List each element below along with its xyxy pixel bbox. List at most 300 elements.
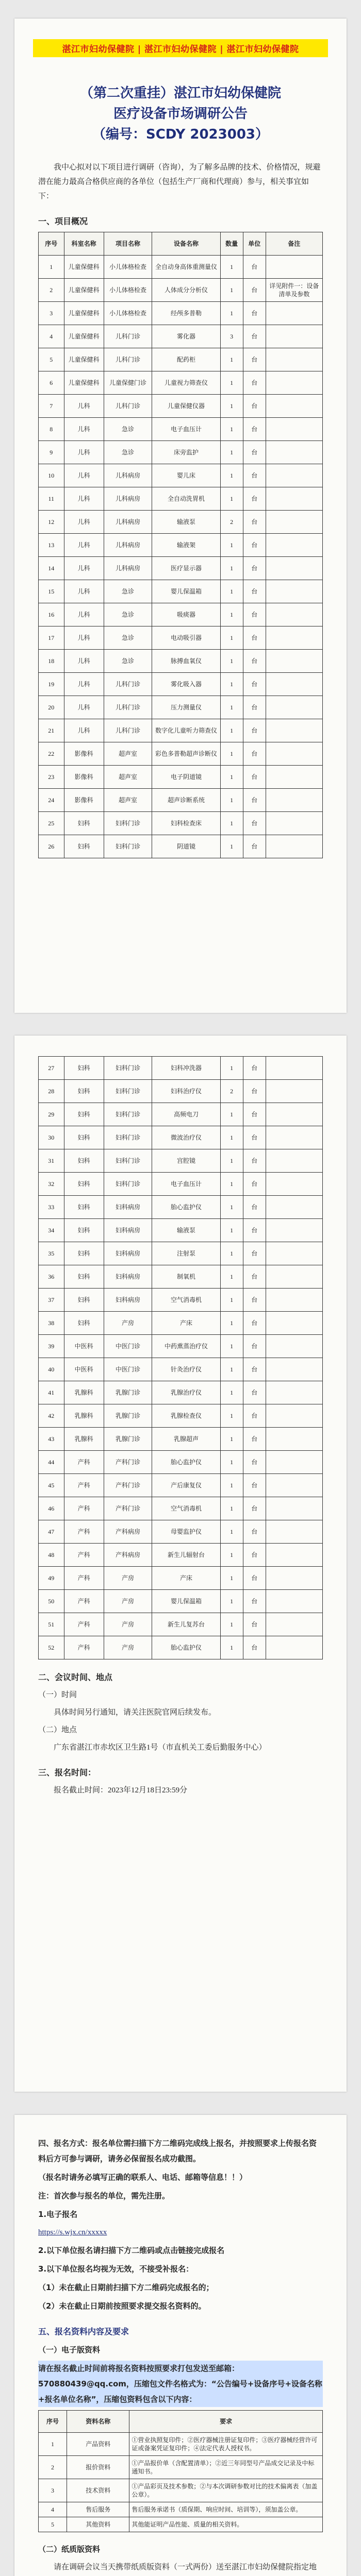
table-cell: 1 bbox=[220, 395, 243, 418]
table-cell: 电子阴道镜 bbox=[152, 766, 220, 789]
section-5-title: 五、报名资料内容及要求 bbox=[38, 2327, 129, 2336]
table-cell: 34 bbox=[39, 1219, 64, 1242]
table-cell: 空气消毒机 bbox=[152, 1289, 220, 1312]
table-cell: 中医科 bbox=[64, 1335, 104, 1358]
table-cell bbox=[266, 626, 322, 650]
table-cell: 台 bbox=[243, 1428, 266, 1451]
table-cell: 妇科 bbox=[64, 835, 104, 858]
table-cell: 妇科病房 bbox=[104, 1219, 152, 1242]
table-cell: 妇科 bbox=[64, 1219, 104, 1242]
table-cell: 3 bbox=[39, 302, 64, 325]
table-cell bbox=[266, 418, 322, 441]
table-cell: 24 bbox=[39, 789, 64, 812]
col-header: 要求 bbox=[129, 2411, 323, 2433]
table-cell: ①产品彩页及技术参数；②与本次调研参数对比的技术偏离表（加盖公章）。 bbox=[129, 2479, 323, 2502]
table-cell: 其他能证明产品性能、质量的相关资料。 bbox=[129, 2517, 323, 2532]
table-cell: 4 bbox=[39, 325, 64, 348]
table-cell bbox=[266, 812, 322, 835]
table-cell: 儿科门诊 bbox=[104, 719, 152, 742]
table-cell bbox=[266, 1242, 322, 1265]
table-cell: 1 bbox=[220, 1126, 243, 1149]
table-cell: ①产品报价单（含配置清单）；②近三年同型号产品成交记录及中标通知书。 bbox=[129, 2456, 323, 2479]
table-cell: 新生儿复苏台 bbox=[152, 1613, 220, 1636]
table-cell: 台 bbox=[243, 557, 266, 580]
table-cell: 23 bbox=[39, 766, 64, 789]
table-cell: 台 bbox=[243, 325, 266, 348]
table-cell: 42 bbox=[39, 1404, 64, 1428]
table-cell: 台 bbox=[243, 580, 266, 603]
table-cell: 床旁监护 bbox=[152, 441, 220, 464]
table-cell: 产房 bbox=[104, 1613, 152, 1636]
table-cell: 1 bbox=[220, 1103, 243, 1126]
table-cell bbox=[266, 256, 322, 279]
table-cell: 电子血压计 bbox=[152, 418, 220, 441]
table-cell: 儿科 bbox=[64, 580, 104, 603]
table-cell: 妇科 bbox=[64, 1173, 104, 1196]
table-cell bbox=[266, 673, 322, 696]
title-line-2: 医疗设备市场调研公告 bbox=[113, 106, 248, 122]
table-cell: 超声室 bbox=[104, 742, 152, 766]
table-row bbox=[39, 1126, 323, 1149]
table-cell: 妇科治疗仪 bbox=[152, 1080, 220, 1103]
table-cell: 儿科病房 bbox=[104, 487, 152, 511]
table-cell: 7 bbox=[39, 395, 64, 418]
table-cell: 3 bbox=[220, 325, 243, 348]
table-cell: 1 bbox=[220, 557, 243, 580]
col-header: 数量 bbox=[220, 232, 243, 256]
table-cell: 产科 bbox=[64, 1636, 104, 1659]
table-cell: 台 bbox=[243, 348, 266, 371]
table-cell: 超声室 bbox=[104, 789, 152, 812]
table-cell: 妇科 bbox=[64, 1312, 104, 1335]
table-cell: 全自动身高体重测量仪 bbox=[152, 256, 220, 279]
table-cell: 胎心监护仪 bbox=[152, 1636, 220, 1659]
section-4-bold: 注：首次参与报名的单位，需先注册。 bbox=[38, 2191, 170, 2200]
table-header-row bbox=[39, 2411, 323, 2433]
table-cell: 乳腺门诊 bbox=[104, 1381, 152, 1404]
table-cell: 1 bbox=[220, 696, 243, 719]
table-row bbox=[39, 1358, 323, 1381]
table-cell: 1 bbox=[220, 1544, 243, 1567]
table-row bbox=[39, 2456, 323, 2479]
table-cell: 1 bbox=[220, 1613, 243, 1636]
table-cell: 1 bbox=[220, 1219, 243, 1242]
table-cell: 台 bbox=[243, 1242, 266, 1265]
section-1-title: 一、项目概况 bbox=[38, 217, 88, 226]
section-4-title: 四、报名方式：报名单位需扫描下方二维码完成线上报名，并按照要求上传报名资料后方可参与调研，请务必保留报名成功截图。 bbox=[38, 2139, 317, 2163]
table-cell: 妇科检查床 bbox=[152, 812, 220, 835]
table-row bbox=[39, 1219, 323, 1242]
table-row bbox=[39, 1242, 323, 1265]
table-cell: 26 bbox=[39, 835, 64, 858]
table-cell: 儿科病房 bbox=[104, 557, 152, 580]
table-row bbox=[39, 441, 323, 464]
table-cell bbox=[266, 1613, 322, 1636]
table-cell: 乳腺门诊 bbox=[104, 1428, 152, 1451]
table-cell: 44 bbox=[39, 1451, 64, 1474]
table-cell: 产科 bbox=[64, 1544, 104, 1567]
col-header: 备注 bbox=[266, 232, 322, 256]
table-cell: 雾化器 bbox=[152, 325, 220, 348]
table-cell: 1 bbox=[220, 1057, 243, 1080]
table-cell: 胎心监护仪 bbox=[152, 1451, 220, 1474]
table-cell: 妇科 bbox=[64, 1196, 104, 1219]
table-cell: 1 bbox=[220, 1312, 243, 1335]
table-row bbox=[39, 348, 323, 371]
table-cell: 台 bbox=[243, 1265, 266, 1289]
table-cell: 2 bbox=[220, 511, 243, 534]
table-cell: 40 bbox=[39, 1358, 64, 1381]
table-cell: 儿童保健科 bbox=[64, 325, 104, 348]
table-cell: 医疗显示器 bbox=[152, 557, 220, 580]
table-cell: 1 bbox=[220, 1590, 243, 1613]
table-cell: 售后服务 bbox=[67, 2502, 129, 2517]
electronic-materials-heading: （一）电子版资料 bbox=[38, 2345, 101, 2354]
table-cell: 台 bbox=[243, 464, 266, 487]
table-cell bbox=[266, 557, 322, 580]
table-cell: 妇科门诊 bbox=[104, 812, 152, 835]
table-cell: 台 bbox=[243, 1057, 266, 1080]
table-cell bbox=[266, 487, 322, 511]
table-cell: 妇科 bbox=[64, 1149, 104, 1173]
table-cell bbox=[266, 1149, 322, 1173]
invalid-heading: 3.以下单位报名均视为无效，不接受补报名： bbox=[38, 2264, 194, 2274]
table-cell bbox=[266, 1428, 322, 1451]
table-row bbox=[39, 766, 323, 789]
table-cell: 台 bbox=[243, 395, 266, 418]
table-cell: 宫腔镜 bbox=[152, 1149, 220, 1173]
table-row bbox=[39, 371, 323, 395]
table-row bbox=[39, 395, 323, 418]
table-cell: 13 bbox=[39, 534, 64, 557]
table-cell: 1 bbox=[220, 1196, 243, 1219]
table-cell: 新生儿辐射台 bbox=[152, 1544, 220, 1567]
table-cell bbox=[266, 1173, 322, 1196]
table-cell: 49 bbox=[39, 1567, 64, 1590]
table-cell: 1 bbox=[220, 279, 243, 302]
table-cell: 婴儿保温箱 bbox=[152, 1590, 220, 1613]
table-cell: 台 bbox=[243, 696, 266, 719]
table-cell: 中药熏蒸治疗仪 bbox=[152, 1335, 220, 1358]
table-cell: 台 bbox=[243, 302, 266, 325]
table-row bbox=[39, 812, 323, 835]
table-row bbox=[39, 1289, 323, 1312]
table-cell: 妇科 bbox=[64, 1242, 104, 1265]
table-row bbox=[39, 1265, 323, 1289]
table-cell bbox=[266, 742, 322, 766]
table-cell bbox=[266, 696, 322, 719]
table-cell: 台 bbox=[243, 418, 266, 441]
table-cell: 妇科 bbox=[64, 1057, 104, 1080]
location-text: 广东省湛江市赤坎区卫生路1号（市直机关工委后勤服务中心） bbox=[54, 1743, 267, 1752]
table-cell: 儿科病房 bbox=[104, 511, 152, 534]
table-cell: 5 bbox=[39, 348, 64, 371]
table-cell: 胎心监护仪 bbox=[152, 1196, 220, 1219]
table-cell: 1 bbox=[220, 1335, 243, 1358]
table-cell: 1 bbox=[220, 348, 243, 371]
table-cell: 16 bbox=[39, 603, 64, 626]
table-cell: 9 bbox=[39, 441, 64, 464]
table-cell: 31 bbox=[39, 1149, 64, 1173]
col-header: 序号 bbox=[39, 2411, 67, 2433]
table-cell: 台 bbox=[243, 1474, 266, 1497]
table-cell: 儿科 bbox=[64, 418, 104, 441]
table-cell: 1 bbox=[220, 1520, 243, 1544]
section-2-title: 二、会议时间、地点 bbox=[38, 1673, 113, 1682]
table-cell bbox=[266, 1544, 322, 1567]
table-cell: 儿科门诊 bbox=[104, 325, 152, 348]
table-cell: 电动吸引器 bbox=[152, 626, 220, 650]
table-cell: 产科 bbox=[64, 1590, 104, 1613]
table-cell: 妇科 bbox=[64, 1265, 104, 1289]
table-cell: 急诊 bbox=[104, 441, 152, 464]
table-cell: 1 bbox=[220, 1381, 243, 1404]
table-cell: 儿科 bbox=[64, 696, 104, 719]
table-row bbox=[39, 557, 323, 580]
table-cell: 1 bbox=[220, 789, 243, 812]
table-cell: 1 bbox=[220, 1149, 243, 1173]
table-cell: 雾化吸入器 bbox=[152, 673, 220, 696]
document-page-3 bbox=[14, 2115, 347, 2576]
table-cell: 乳腺超声 bbox=[152, 1428, 220, 1451]
table-cell: 20 bbox=[39, 696, 64, 719]
table-cell: 儿科 bbox=[64, 673, 104, 696]
table-cell: 妇科门诊 bbox=[104, 1173, 152, 1196]
section-3-title: 三、报名时间： bbox=[38, 1769, 96, 1777]
table-cell bbox=[266, 1636, 322, 1659]
table-row bbox=[39, 534, 323, 557]
table-cell bbox=[266, 1567, 322, 1590]
table-header-row bbox=[39, 232, 323, 256]
table-cell: 台 bbox=[243, 279, 266, 302]
paper-materials-heading: （二）纸质版资料 bbox=[38, 2545, 101, 2554]
table-cell: 输液架 bbox=[152, 534, 220, 557]
table-cell: 儿科 bbox=[64, 464, 104, 487]
table-cell: 50 bbox=[39, 1590, 64, 1613]
table-cell: 脉搏血氧仪 bbox=[152, 650, 220, 673]
table-cell: 1 bbox=[220, 1289, 243, 1312]
table-cell: 1 bbox=[220, 418, 243, 441]
table-row bbox=[39, 464, 323, 487]
table-cell: 小儿体格检查 bbox=[104, 302, 152, 325]
table-cell: 急诊 bbox=[104, 580, 152, 603]
table-cell: 台 bbox=[243, 673, 266, 696]
table-cell: 产科门诊 bbox=[104, 1474, 152, 1497]
table-row bbox=[39, 2433, 323, 2456]
table-cell: 儿科病房 bbox=[104, 464, 152, 487]
table-cell: 5 bbox=[39, 2517, 67, 2532]
table-cell: 台 bbox=[243, 1173, 266, 1196]
table-cell: 台 bbox=[243, 742, 266, 766]
table-cell bbox=[266, 348, 322, 371]
project-table-continued bbox=[38, 1056, 323, 1659]
table-cell: 1 bbox=[220, 441, 243, 464]
title-line-1: （第二次重挂）湛江市妇幼保健院 bbox=[79, 86, 281, 101]
table-row bbox=[39, 650, 323, 673]
table-cell: 43 bbox=[39, 1428, 64, 1451]
table-cell: 产科 bbox=[64, 1451, 104, 1474]
table-cell bbox=[266, 1265, 322, 1289]
table-cell: 1 bbox=[220, 1428, 243, 1451]
table-cell: 儿童保健门诊 bbox=[104, 371, 152, 395]
table-cell: 儿科病房 bbox=[104, 534, 152, 557]
table-cell: 吸痰器 bbox=[152, 603, 220, 626]
location-heading: （二）地点 bbox=[38, 1726, 77, 1734]
table-cell: 产科 bbox=[64, 1497, 104, 1520]
table-cell: 儿科门诊 bbox=[104, 673, 152, 696]
table-cell: 儿科 bbox=[64, 395, 104, 418]
table-cell: 乳腺科 bbox=[64, 1381, 104, 1404]
table-cell: 乳腺治疗仪 bbox=[152, 1381, 220, 1404]
table-cell: 1 bbox=[220, 835, 243, 858]
table-cell: 儿科门诊 bbox=[104, 395, 152, 418]
table-cell: 儿科 bbox=[64, 650, 104, 673]
table-cell: 妇科 bbox=[64, 812, 104, 835]
table-cell: 报价资料 bbox=[67, 2456, 129, 2479]
table-cell bbox=[266, 464, 322, 487]
table-cell: 台 bbox=[243, 1590, 266, 1613]
table-row bbox=[39, 2502, 323, 2517]
table-row bbox=[39, 511, 323, 534]
table-cell: 产科病房 bbox=[104, 1520, 152, 1544]
table-cell bbox=[266, 1103, 322, 1126]
table-row bbox=[39, 696, 323, 719]
table-row bbox=[39, 673, 323, 696]
table-cell bbox=[266, 1289, 322, 1312]
col-header: 资料名称 bbox=[67, 2411, 129, 2433]
table-row bbox=[39, 1520, 323, 1544]
table-cell bbox=[266, 534, 322, 557]
table-row bbox=[39, 418, 323, 441]
table-cell: 17 bbox=[39, 626, 64, 650]
table-cell: 儿科 bbox=[64, 534, 104, 557]
table-cell: 妇科病房 bbox=[104, 1196, 152, 1219]
table-cell: 1 bbox=[220, 812, 243, 835]
table-cell bbox=[266, 1404, 322, 1428]
table-cell: 1 bbox=[220, 1497, 243, 1520]
table-cell: 台 bbox=[243, 1636, 266, 1659]
table-cell: 1 bbox=[220, 719, 243, 742]
table-cell: 1 bbox=[220, 371, 243, 395]
table-cell: 输液泵 bbox=[152, 1219, 220, 1242]
table-cell: 急诊 bbox=[104, 603, 152, 626]
table-cell: 台 bbox=[243, 1335, 266, 1358]
table-cell: 台 bbox=[243, 534, 266, 557]
table-cell bbox=[266, 1219, 322, 1242]
table-cell: 台 bbox=[243, 1219, 266, 1242]
table-cell: 阴道镜 bbox=[152, 835, 220, 858]
table-row bbox=[39, 1103, 323, 1126]
table-row bbox=[39, 1381, 323, 1404]
table-cell: 其他资料 bbox=[67, 2517, 129, 2532]
table-cell: 人体成分分析仪 bbox=[152, 279, 220, 302]
table-cell: 6 bbox=[39, 371, 64, 395]
table-cell: 1 bbox=[220, 464, 243, 487]
table-cell: 妇科冲洗器 bbox=[152, 1057, 220, 1080]
table-cell: 台 bbox=[243, 719, 266, 742]
table-cell: 妇科病房 bbox=[104, 1289, 152, 1312]
table-cell: 产房 bbox=[104, 1567, 152, 1590]
table-cell: 1 bbox=[220, 1358, 243, 1381]
table-row bbox=[39, 279, 323, 302]
table-cell: 1 bbox=[220, 742, 243, 766]
table-row bbox=[39, 2517, 323, 2532]
table-cell: 台 bbox=[243, 1196, 266, 1219]
col-header: 单位 bbox=[243, 232, 266, 256]
table-cell: ①营业执照复印件；②医疗器械注册证复印件；③医疗器械经营许可证或备案凭证复印件；④法定代表人授权书。 bbox=[129, 2433, 323, 2456]
table-row bbox=[39, 1544, 323, 1567]
table-cell: 妇科病房 bbox=[104, 1265, 152, 1289]
table-cell: 台 bbox=[243, 487, 266, 511]
table-cell: 32 bbox=[39, 1173, 64, 1196]
table-cell bbox=[266, 835, 322, 858]
table-cell: 产科 bbox=[64, 1520, 104, 1544]
table-cell: 中医门诊 bbox=[104, 1335, 152, 1358]
table-cell: 台 bbox=[243, 789, 266, 812]
table-cell: 14 bbox=[39, 557, 64, 580]
table-cell: 台 bbox=[243, 1381, 266, 1404]
signup-instruction: 2.以下单位报名请扫描下方二维码或点击链接完成报名 bbox=[38, 2246, 225, 2255]
table-row bbox=[39, 1312, 323, 1335]
table-cell: 47 bbox=[39, 1520, 64, 1544]
table-cell: 制氧机 bbox=[152, 1265, 220, 1289]
document-page-2 bbox=[14, 1036, 347, 2092]
table-cell bbox=[266, 1080, 322, 1103]
table-cell: 48 bbox=[39, 1544, 64, 1567]
table-cell: 乳腺检查仪 bbox=[152, 1404, 220, 1428]
table-cell: 空气消毒机 bbox=[152, 1497, 220, 1520]
invalid-item-2: （2）未在截止日期前按照要求提交报名资料的。 bbox=[38, 2301, 206, 2311]
table-cell: 高频电刀 bbox=[152, 1103, 220, 1126]
table-cell: 儿童视力筛查仪 bbox=[152, 371, 220, 395]
table-cell: 台 bbox=[243, 511, 266, 534]
table-row bbox=[39, 719, 323, 742]
table-cell bbox=[266, 395, 322, 418]
table-cell: 1 bbox=[220, 1242, 243, 1265]
table-row bbox=[39, 1451, 323, 1474]
table-cell: 8 bbox=[39, 418, 64, 441]
time-heading: （一）时间 bbox=[38, 1691, 77, 1699]
signup-link[interactable]: https://s.wjx.cn/xxxxx bbox=[38, 2228, 107, 2236]
table-cell: 30 bbox=[39, 1126, 64, 1149]
project-table bbox=[38, 232, 323, 858]
table-row bbox=[39, 2479, 323, 2502]
table-cell: 11 bbox=[39, 487, 64, 511]
table-cell: 产房 bbox=[104, 1590, 152, 1613]
table-cell: 37 bbox=[39, 1289, 64, 1312]
table-cell: 台 bbox=[243, 1289, 266, 1312]
table-cell bbox=[266, 580, 322, 603]
table-cell bbox=[266, 766, 322, 789]
table-row bbox=[39, 789, 323, 812]
table-cell: 妇科门诊 bbox=[104, 835, 152, 858]
table-row bbox=[39, 302, 323, 325]
table-cell: 2 bbox=[39, 279, 64, 302]
table-cell: 产科 bbox=[64, 1613, 104, 1636]
table-cell: 1 bbox=[220, 626, 243, 650]
table-cell: 台 bbox=[243, 1544, 266, 1567]
table-cell: 台 bbox=[243, 1567, 266, 1590]
electronic-materials-text: 请在报名截止时间前将报名资料按照要求打包发送至邮箱：570880439@qq.com，压缩包文件名格式为：“公告编号+设备序号+设备名称+报名单位名称”，压缩包资料包含以下内容： bbox=[38, 2361, 323, 2407]
table-cell: 1 bbox=[220, 256, 243, 279]
table-cell: 乳腺门诊 bbox=[104, 1404, 152, 1428]
table-cell: 乳腺科 bbox=[64, 1428, 104, 1451]
table-row bbox=[39, 1474, 323, 1497]
table-cell: 台 bbox=[243, 1451, 266, 1474]
table-cell: 1 bbox=[220, 487, 243, 511]
table-cell: 1 bbox=[220, 580, 243, 603]
table-cell: 台 bbox=[243, 812, 266, 835]
